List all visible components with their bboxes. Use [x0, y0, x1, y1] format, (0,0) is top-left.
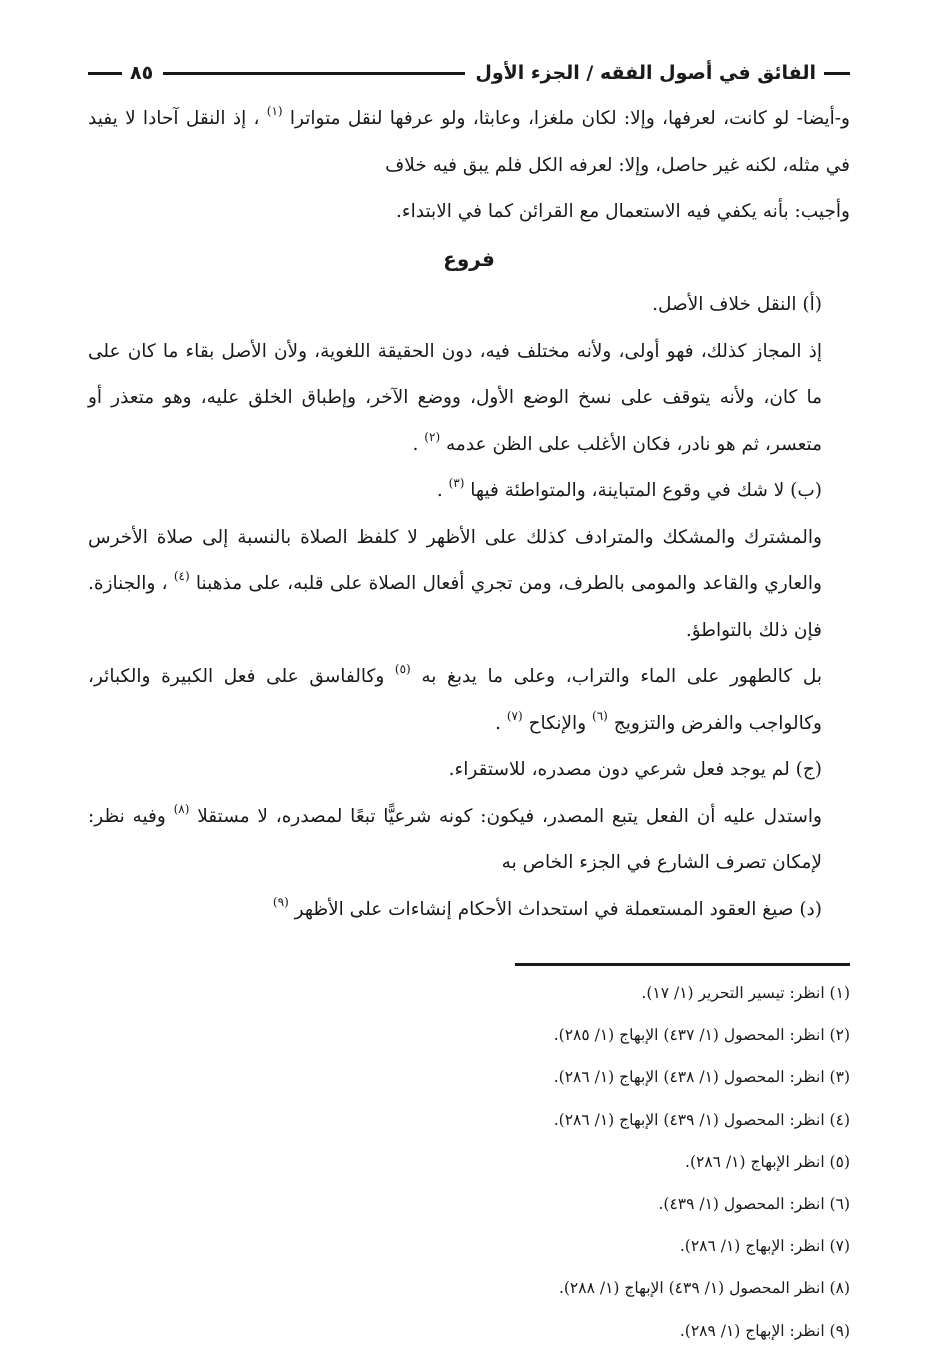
footnote-ref: (٨)	[173, 801, 190, 816]
footnote: (٨) انظر المحصول (١/ ٤٣٩) الإبهاج (١/ ٢٨٨).	[558, 1279, 850, 1298]
footnote-ref: (٥)	[394, 662, 411, 676]
text-run: (د) صيغ العقود المستعملة في استحداث الأحكام إنشاءات على الأظهر	[294, 898, 822, 920]
paragraph: وأجيب: بأنه يكفي فيه الاستعمال مع القرائن كما في الابتداء.	[396, 201, 850, 222]
item-heading: (أ) النقل خلاف الأصل.	[652, 294, 822, 315]
main-text	[88, 96, 850, 933]
item-heading: (ج) لم يوجد فعل شرعي دون مصدره، للاستقراء.	[448, 759, 822, 780]
page-number: ٨٥	[130, 62, 154, 84]
footnote: (٣) انظر: المحصول (١/ ٤٣٨) الإبهاج (١/ ٢٨٦).	[553, 1068, 850, 1087]
text-run: بل كالطهور على الماء والتراب، وعلى ما يدبغ به	[421, 666, 822, 687]
text-run: ، والجنازة. فإن ذلك بالتواطؤ.	[88, 573, 822, 641]
paragraph: بل كالطهور على الماء والتراب، وعلى ما يدبغ به $^{(٥)}$ وكالفاسق على فعل الكبيرة والكبائر، وكالواجب والفرض والتزويج $^{(٦)}$ والإنكاح $^{(٧)}$ .	[88, 662, 822, 734]
text-run: وفيه نظر: لإمكان تصرف الشارع في الجزء الخاص به	[88, 805, 822, 873]
footnote-ref: (١)	[266, 104, 283, 118]
paragraph: إذ المجاز كذلك، فهو أولى، ولأنه مختلف فيه، دون الحقيقة اللغوية، ولأن الأصل بقاء ما كان على ما كان، ولأنه يتوقف على نسخ الوضع الأول، ووضع الآخر، وإطباق الخلق عليه، وهو متعذر أو متعسر، ثم هو نادر، فكان الأغلب على الظن عدمه $^{(٢)}$ .	[88, 340, 822, 455]
running-header	[88, 58, 850, 88]
text-run: إذ المجاز كذلك، فهو أولى، ولأنه مختلف فيه، دون الحقيقة اللغوية، ولأن الأصل بقاء ما كان على ما كان، ولأنه يتوقف على نسخ الوضع الأول، ووضع الآخر، وإطباق الخلق عليه، وهو متعذر أو متعسر، ثم هو نادر، فكان الأغلب على الظن عدمه	[88, 340, 822, 455]
text-run: والإنكاح	[528, 712, 587, 734]
text-run: ، إذ النقل آحادا لا يفيد في مثله، لكنه غير حاصل، وإلا: لعرفه الكل فلم يبق فيه خلاف	[88, 108, 850, 176]
footnote: (١) انظر: تيسير التحرير (١/ ١٧).	[641, 984, 850, 1002]
header-rule	[163, 72, 465, 75]
header-title: الفائق في أصول الفقه / الجزء الأول	[475, 62, 816, 84]
paragraph	[88, 515, 850, 655]
footnote: (٩) انظر: الإبهاج (١/ ٢٨٩).	[679, 1321, 850, 1340]
item-heading	[88, 887, 850, 934]
footnote-ref: (٩)	[272, 894, 289, 909]
footnotes	[300, 972, 850, 1352]
footnote: (٧) انظر: الإبهاج (١/ ٢٨٦).	[679, 1237, 850, 1256]
header-rule-left	[88, 72, 122, 75]
footnote: (٤) انظر: المحصول (١/ ٤٣٩) الإبهاج (١/ ٢٨٦).	[553, 1110, 850, 1129]
header-rule-right	[824, 72, 850, 75]
footnote-ref: (٧)	[506, 708, 523, 723]
footnote: (٥) انظر الإبهاج (١/ ٢٨٦).	[685, 1152, 850, 1171]
footnote: (٢) انظر: المحصول (١/ ٤٣٧) الإبهاج (١/ ٢٨٥).	[553, 1026, 850, 1045]
text-run: والمشترك والمشكك والمترادف كذلك على الأظهر لا كلفظ الصلاة بالنسبة إلى صلاة الأخرس والعاري والقاعد والمومى بالطرف، ومن تجري أفعال الصلاة على قلبه، على مذهبنا	[88, 526, 822, 594]
footnote-ref: (٣)	[448, 476, 465, 490]
footnote-ref: (٦)	[592, 708, 608, 723]
text-run: و-أيضا- لو كانت، لعرفها، وإلا: لكان ملغزا، وعابثا، ولو عرفها لنقل متواترا	[289, 108, 850, 129]
paragraph	[88, 96, 850, 189]
section-title: فروع	[443, 246, 495, 271]
item-heading: (ب) لا شك في وقوع المتباينة، والمتواطئة فيها $^{(٣)}$ .	[436, 476, 822, 501]
paragraph	[88, 794, 850, 887]
text-run: وكالفاسق على فعل الكبيرة والكبائر، وكالواجب والفرض والتزويج	[88, 666, 822, 734]
footnote-ref: (٢)	[424, 429, 441, 444]
footnote-ref: (٤)	[173, 569, 190, 583]
footnote-separator	[515, 963, 850, 966]
text-run: (ب) لا شك في وقوع المتباينة، والمتواطئة فيها	[470, 480, 822, 501]
footnote: (٦) انظر: المحصول (١/ ٤٣٩).	[658, 1195, 850, 1214]
text-run: واستدل عليه أن الفعل يتبع المصدر، فيكون: كونه شرعيًّا تبعًا لمصدره، لا مستقلا	[197, 805, 822, 827]
